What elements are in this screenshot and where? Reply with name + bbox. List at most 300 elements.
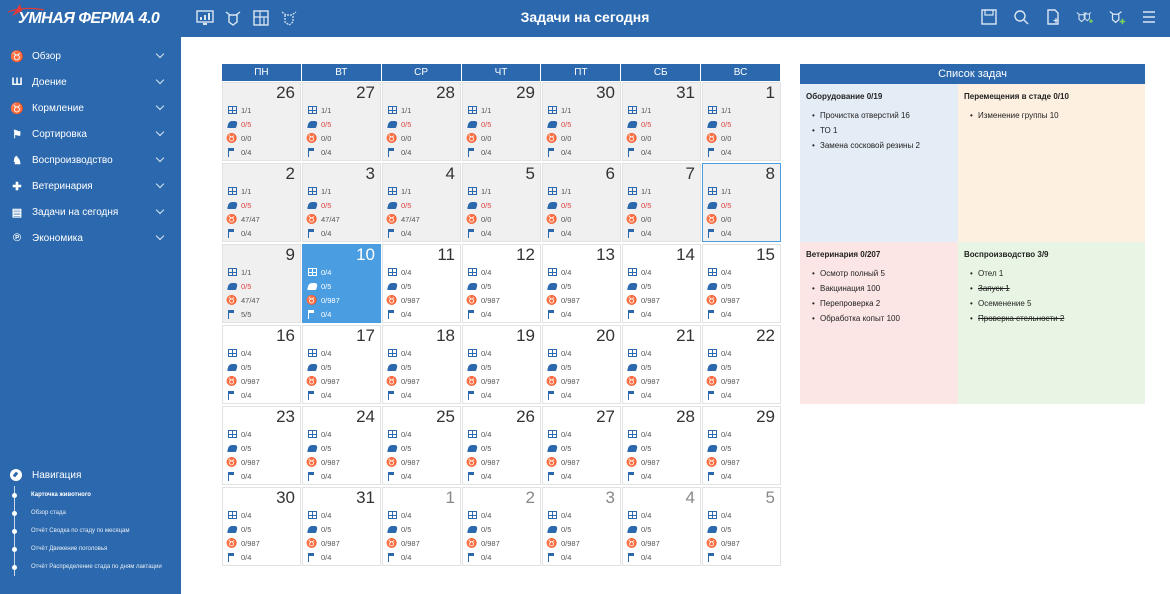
equipment-count: 0/4 — [467, 266, 491, 278]
nav-link[interactable] — [31, 504, 181, 522]
nav-link-label: Отчёт Распределение стада по дням лактации — [31, 564, 162, 570]
equipment-count: 0/4 — [227, 509, 251, 521]
calendar-day[interactable] — [302, 406, 381, 485]
sidebar-item-label: Экономика — [32, 232, 83, 244]
equipment-count: 0/4 — [627, 266, 651, 278]
grid-icon — [548, 430, 557, 438]
equipment-count: 0/4 — [547, 428, 571, 440]
calendar-day[interactable] — [702, 82, 781, 161]
equipment-count: 0/4 — [707, 266, 731, 278]
calendar-day[interactable] — [222, 487, 301, 566]
flag-icon — [548, 391, 556, 400]
search-icon[interactable] — [1012, 8, 1030, 26]
weekday-label: ВС — [701, 64, 780, 81]
repro-count: 0/5 — [307, 442, 331, 454]
equipment-count: 1/1 — [227, 185, 251, 197]
task-list-header: Список задач — [800, 64, 1145, 84]
calendar-day[interactable] — [542, 244, 621, 323]
movement-count: 0/4 — [307, 146, 331, 158]
flag-icon — [548, 472, 556, 481]
calendar-day[interactable] — [222, 325, 301, 404]
sidebar-item-6[interactable] — [0, 199, 181, 225]
vet-count: ♉ 0/0 — [626, 213, 652, 224]
vet-icon: ♉ — [306, 537, 318, 548]
grid-icon — [708, 187, 717, 195]
cow-icon — [307, 283, 318, 290]
calendar — [222, 64, 780, 566]
chevron-down-icon[interactable] — [156, 50, 164, 58]
calendar-day[interactable] — [222, 163, 301, 242]
equipment-count: 1/1 — [307, 185, 331, 197]
equipment-count: 0/4 — [467, 347, 491, 359]
calendar-day[interactable] — [302, 163, 381, 242]
calendar-day[interactable] — [222, 406, 301, 485]
weekday-label: ПТ — [541, 64, 620, 81]
flag-icon — [468, 472, 476, 481]
vet-tasks-title: Ветеринария 0/207 — [806, 250, 881, 259]
sidebar-item-0[interactable] — [0, 43, 181, 69]
vet-icon: ♉ — [386, 375, 398, 386]
vet-icon: ♉ — [386, 456, 398, 467]
grid-icon — [548, 106, 557, 114]
movement-count: 0/4 — [467, 470, 491, 482]
repro-count: 0/5 — [387, 442, 411, 454]
vet-count: ♉ 0/0 — [626, 132, 652, 143]
task-item[interactable]: • Запуск 1 — [978, 284, 1139, 293]
grid-icon — [388, 268, 397, 276]
nav-link-label: Отчёт Движение поголовья — [31, 546, 108, 552]
calendar-day[interactable] — [622, 244, 701, 323]
flag-icon — [388, 391, 396, 400]
grid-icon — [548, 187, 557, 195]
calendar-day[interactable] — [302, 244, 381, 323]
vet-icon: ♉ — [386, 294, 398, 305]
sidebar-item-2[interactable] — [0, 95, 181, 121]
cow-icon — [387, 445, 398, 452]
movement-count: 0/4 — [547, 389, 571, 401]
equipment-count: 0/4 — [387, 428, 411, 440]
calendar-day[interactable] — [382, 163, 461, 242]
vet-icon: ♉ — [626, 375, 638, 386]
flag-icon — [708, 391, 716, 400]
grid-icon — [628, 511, 637, 519]
repro-count: 0/5 — [627, 361, 651, 373]
calendar-day[interactable] — [222, 244, 301, 323]
repro-count: 0/5 — [387, 361, 411, 373]
sidebar-item-3[interactable] — [0, 121, 181, 147]
day-number: 13 — [596, 245, 615, 264]
task-item[interactable]: • ТО 1 — [820, 126, 952, 135]
calendar-day[interactable] — [542, 82, 621, 161]
cow-icon — [707, 445, 718, 452]
calendar-day[interactable] — [382, 82, 461, 161]
vet-count: ♉ 0/0 — [546, 213, 572, 224]
new-document-icon[interactable] — [1044, 8, 1062, 26]
repro-count: 0/5 — [627, 442, 651, 454]
add-herd-icon[interactable] — [1076, 8, 1094, 26]
vet-icon: ✚ — [12, 180, 22, 193]
vet-icon: ♉ — [226, 213, 238, 224]
vet-count: ♉ 0/987 — [546, 375, 580, 386]
movement-count: 0/4 — [307, 470, 331, 482]
task-item[interactable]: • Прочистка отверстий 16 — [820, 111, 952, 120]
cow-icon — [707, 121, 718, 128]
movement-count: 0/4 — [547, 470, 571, 482]
vet-count: ♉ 0/987 — [706, 375, 740, 386]
save-icon[interactable] — [980, 8, 998, 26]
vet-count: ♉ 0/0 — [306, 132, 332, 143]
calendar-day[interactable] — [222, 82, 301, 161]
day-number: 30 — [596, 83, 615, 102]
repro-count: 0/5 — [547, 523, 571, 535]
sidebar-item-5[interactable] — [0, 173, 181, 199]
day-number: 26 — [276, 83, 295, 102]
cow-icon — [547, 445, 558, 452]
repro-count: 0/5 — [707, 280, 731, 292]
equipment-count: 1/1 — [627, 185, 651, 197]
calendar-day[interactable] — [462, 406, 541, 485]
vet-icon: ♉ — [626, 537, 638, 548]
repro-count: 0/5 — [707, 199, 731, 211]
calendar-day[interactable] — [462, 163, 541, 242]
weekday-label: СР — [382, 64, 461, 81]
equipment-count: 1/1 — [387, 104, 411, 116]
grid-icon — [628, 187, 637, 195]
nav-dot-icon — [12, 547, 17, 552]
flag-icon — [708, 148, 716, 157]
sidebar-item-label: Воспроизводство — [32, 154, 113, 166]
flag-icon — [548, 553, 556, 562]
sidebar-item-7[interactable] — [0, 225, 181, 251]
grid-icon — [308, 187, 317, 195]
day-number: 19 — [516, 326, 535, 345]
nav-link[interactable] — [31, 486, 181, 504]
vet-count: ♉ 0/0 — [706, 213, 732, 224]
calendar-day[interactable] — [302, 487, 381, 566]
vet-icon: ♉ — [306, 456, 318, 467]
grid-icon — [388, 349, 397, 357]
grid-icon — [388, 511, 397, 519]
grid-icon — [228, 430, 237, 438]
calendar-day[interactable] — [622, 163, 701, 242]
equipment-tasks — [800, 84, 958, 242]
vet-icon: ♉ — [626, 456, 638, 467]
day-number: 22 — [756, 326, 775, 345]
calendar-day[interactable] — [382, 406, 461, 485]
calendar-day[interactable] — [382, 487, 461, 566]
grid-icon — [468, 430, 477, 438]
movement-count: 0/4 — [387, 551, 411, 563]
day-number: 4 — [685, 488, 695, 507]
flag-icon — [708, 229, 716, 238]
repro-count: 0/5 — [387, 199, 411, 211]
weekday-label: СБ — [621, 64, 700, 81]
calendar-day[interactable] — [302, 82, 381, 161]
cow-icon — [387, 364, 398, 371]
cow-icon — [387, 526, 398, 533]
vet-count: ♉ 0/987 — [226, 537, 260, 548]
movement-count: 0/4 — [627, 389, 651, 401]
grid-icon — [468, 268, 477, 276]
vet-icon: ♉ — [706, 537, 718, 548]
vet-count: ♉ 47/47 — [226, 294, 260, 305]
movement-count: 0/4 — [547, 146, 571, 158]
nav-dot-icon — [12, 511, 17, 516]
calendar-day[interactable] — [462, 244, 541, 323]
day-number: 14 — [676, 245, 695, 264]
repro-count: 0/5 — [627, 523, 651, 535]
movement-count: 0/4 — [707, 389, 731, 401]
vet-count: ♉ 0/987 — [626, 537, 660, 548]
vet-count: ♉ 0/987 — [306, 456, 340, 467]
vet-icon: ♉ — [226, 537, 238, 548]
sidebar-item-label: Задачи на сегодня — [32, 206, 119, 218]
day-number: 21 — [676, 326, 695, 345]
vet-count: ♉ 0/0 — [386, 132, 412, 143]
nav-link[interactable] — [31, 558, 181, 576]
movement-tasks — [958, 84, 1145, 242]
task-item[interactable]: • Вакцинация 100 — [820, 284, 952, 293]
calendar-day[interactable] — [622, 487, 701, 566]
cow-icon — [467, 364, 478, 371]
calendar-weekday-header — [222, 64, 780, 81]
repro-count: 0/5 — [467, 361, 491, 373]
grid-icon — [468, 349, 477, 357]
vet-icon: ♉ — [706, 456, 718, 467]
nav-link-label: Отчёт Сводка по стаду по месяцам — [31, 528, 130, 534]
movement-count: 0/4 — [387, 146, 411, 158]
equipment-count: 1/1 — [627, 104, 651, 116]
weekday-label: ЧТ — [462, 64, 541, 81]
calendar-day[interactable] — [542, 406, 621, 485]
flag-icon — [628, 553, 636, 562]
movement-count: 0/4 — [227, 470, 251, 482]
menu-icon[interactable] — [1140, 8, 1158, 26]
vet-count: ♉ 0/987 — [386, 537, 420, 548]
nav-dot-icon — [12, 565, 17, 570]
chevron-down-icon[interactable] — [156, 154, 164, 162]
day-number: 5 — [765, 488, 775, 507]
chevron-down-icon[interactable] — [156, 102, 164, 110]
sidebar-item-1[interactable] — [0, 69, 181, 95]
logo-text: УМНАЯ ФЕРМА 4.0 — [18, 10, 160, 27]
movement-count: 0/4 — [227, 227, 251, 239]
task-item[interactable]: • Замена сосковой резины 2 — [820, 141, 952, 150]
vet-count: ♉ 0/987 — [626, 375, 660, 386]
sidebar-item-label: Сортировка — [32, 128, 87, 140]
flag-icon — [228, 553, 236, 562]
task-item[interactable]: • Отел 1 — [978, 269, 1139, 278]
cow-icon — [307, 445, 318, 452]
grid-icon — [548, 349, 557, 357]
cow-calf-icon: ♞ — [12, 154, 22, 167]
repro-count: 0/5 — [467, 523, 491, 535]
vet-icon: ♉ — [386, 537, 398, 548]
day-number: 11 — [437, 245, 455, 264]
weekday-label: ПН — [222, 64, 301, 81]
task-item[interactable]: • Обработка копыт 100 — [820, 314, 952, 323]
equipment-count: 1/1 — [547, 104, 571, 116]
movement-count: 0/4 — [387, 227, 411, 239]
repro-count: 0/5 — [707, 361, 731, 373]
vet-icon: ♉ — [546, 375, 558, 386]
movement-count: 0/4 — [627, 227, 651, 239]
grid-icon — [708, 430, 717, 438]
calendar-day[interactable] — [702, 163, 781, 242]
chevron-down-icon[interactable] — [156, 76, 164, 84]
cow-icon — [547, 121, 558, 128]
task-item[interactable]: • Проверка стельности 2 — [978, 314, 1139, 323]
equipment-count: 0/4 — [387, 509, 411, 521]
repro-count: 0/5 — [627, 118, 651, 130]
repro-count: 0/5 — [307, 361, 331, 373]
day-number: 27 — [596, 407, 615, 426]
grid-icon — [548, 511, 557, 519]
equipment-count: 0/4 — [707, 509, 731, 521]
repro-count: 0/5 — [467, 199, 491, 211]
calendar-day[interactable] — [622, 82, 701, 161]
equipment-count: 0/4 — [307, 266, 331, 278]
calendar-day[interactable] — [462, 82, 541, 161]
calendar-day[interactable] — [622, 406, 701, 485]
cow-icon — [227, 526, 238, 533]
vet-icon: ♉ — [306, 294, 318, 305]
calendar-day[interactable] — [462, 487, 541, 566]
grid-icon — [628, 268, 637, 276]
day-number: 24 — [356, 407, 375, 426]
navigation-header[interactable] — [0, 464, 181, 486]
repro-count: 0/5 — [707, 442, 731, 454]
calendar-day[interactable] — [382, 325, 461, 404]
grid-icon — [468, 106, 477, 114]
grid-icon — [708, 268, 717, 276]
grid-icon — [628, 106, 637, 114]
flag-icon — [708, 310, 716, 319]
task-item[interactable]: • Осеменение 5 — [978, 299, 1139, 308]
compass-icon — [10, 469, 22, 481]
flag-icon — [228, 472, 236, 481]
ruble-icon: ℗ — [12, 232, 22, 244]
equipment-count: 1/1 — [227, 266, 251, 278]
add-cow-icon[interactable] — [1108, 8, 1126, 26]
task-item[interactable]: • Осмотр полный 5 — [820, 269, 952, 278]
nav-link[interactable] — [31, 540, 181, 558]
vet-count: ♉ 47/47 — [306, 213, 340, 224]
day-number: 26 — [516, 407, 535, 426]
day-number: 25 — [436, 407, 455, 426]
chevron-down-icon[interactable] — [156, 206, 164, 214]
calendar-day[interactable] — [542, 325, 621, 404]
cow-icon — [387, 121, 398, 128]
grid-icon — [228, 511, 237, 519]
flag-icon — [388, 553, 396, 562]
task-item[interactable]: • Изменение группы 10 — [978, 111, 1139, 120]
calendar-day[interactable] — [542, 163, 621, 242]
grid-icon — [228, 268, 237, 276]
vet-count: ♉ 0/987 — [626, 294, 660, 305]
navigation-list — [14, 486, 181, 576]
calendar-day[interactable] — [302, 325, 381, 404]
vet-icon: ♉ — [226, 375, 238, 386]
movement-count: 0/4 — [467, 227, 491, 239]
vet-count: ♉ 0/987 — [306, 375, 340, 386]
flag-icon — [628, 472, 636, 481]
day-number: 31 — [676, 83, 695, 102]
flag-icon — [628, 391, 636, 400]
calendar-day[interactable] — [462, 325, 541, 404]
calendar-day[interactable] — [702, 244, 781, 323]
movement-count: 0/4 — [467, 146, 491, 158]
equipment-count: 0/4 — [547, 266, 571, 278]
day-number: 3 — [605, 488, 615, 507]
cow-icon — [467, 283, 478, 290]
movement-count: 0/4 — [547, 308, 571, 320]
flag-icon — [308, 229, 316, 238]
vet-count: ♉ 0/0 — [466, 132, 492, 143]
equipment-count: 0/4 — [627, 428, 651, 440]
calendar-day[interactable] — [622, 325, 701, 404]
chevron-down-icon[interactable] — [156, 232, 164, 240]
nav-link[interactable] — [31, 522, 181, 540]
repro-count: 0/5 — [227, 280, 251, 292]
movement-count: 0/4 — [227, 551, 251, 563]
chevron-down-icon[interactable] — [156, 180, 164, 188]
day-number: 29 — [516, 83, 535, 102]
cow-icon — [547, 283, 558, 290]
equipment-count: 0/4 — [307, 509, 331, 521]
day-number: 27 — [356, 83, 375, 102]
weekday-label: ВТ — [302, 64, 381, 81]
equipment-count: 0/4 — [707, 347, 731, 359]
vet-icon: ♉ — [226, 132, 238, 143]
repro-count: 0/5 — [307, 523, 331, 535]
grid-icon — [628, 430, 637, 438]
vet-count: ♉ 0/987 — [706, 456, 740, 467]
calendar-day[interactable] — [542, 487, 621, 566]
movement-tasks-title: Перемещения в стаде 0/10 — [964, 92, 1069, 101]
vet-count: ♉ 0/987 — [466, 537, 500, 548]
vet-count: ♉ 0/987 — [546, 537, 580, 548]
day-number: 3 — [365, 164, 375, 183]
task-list-panel — [800, 64, 1145, 404]
cow-icon — [227, 121, 238, 128]
movement-count: 0/4 — [547, 227, 571, 239]
flag-icon — [308, 391, 316, 400]
repro-count: 0/5 — [467, 280, 491, 292]
vet-count: ♉ 0/987 — [386, 456, 420, 467]
cow-icon — [387, 283, 398, 290]
vet-count: ♉ 0/0 — [706, 132, 732, 143]
sidebar-item-4[interactable] — [0, 147, 181, 173]
vet-count: ♉ 0/987 — [466, 294, 500, 305]
task-item[interactable]: • Перепроверка 2 — [820, 299, 952, 308]
grid-icon — [308, 268, 317, 276]
vet-icon: ♉ — [546, 294, 558, 305]
vet-count: ♉ 0/987 — [386, 294, 420, 305]
vet-icon: ♉ — [706, 213, 718, 224]
chevron-down-icon[interactable] — [156, 128, 164, 136]
repro-count: 0/5 — [467, 442, 491, 454]
movement-count: 0/4 — [627, 551, 651, 563]
nav-dot-icon — [12, 493, 17, 498]
calendar-day[interactable] — [702, 406, 781, 485]
calendar-day[interactable] — [382, 244, 461, 323]
day-number: 7 — [685, 164, 695, 183]
vet-icon: ♉ — [306, 375, 318, 386]
calendar-day[interactable] — [702, 325, 781, 404]
equipment-count: 1/1 — [307, 104, 331, 116]
calendar-day[interactable] — [702, 487, 781, 566]
